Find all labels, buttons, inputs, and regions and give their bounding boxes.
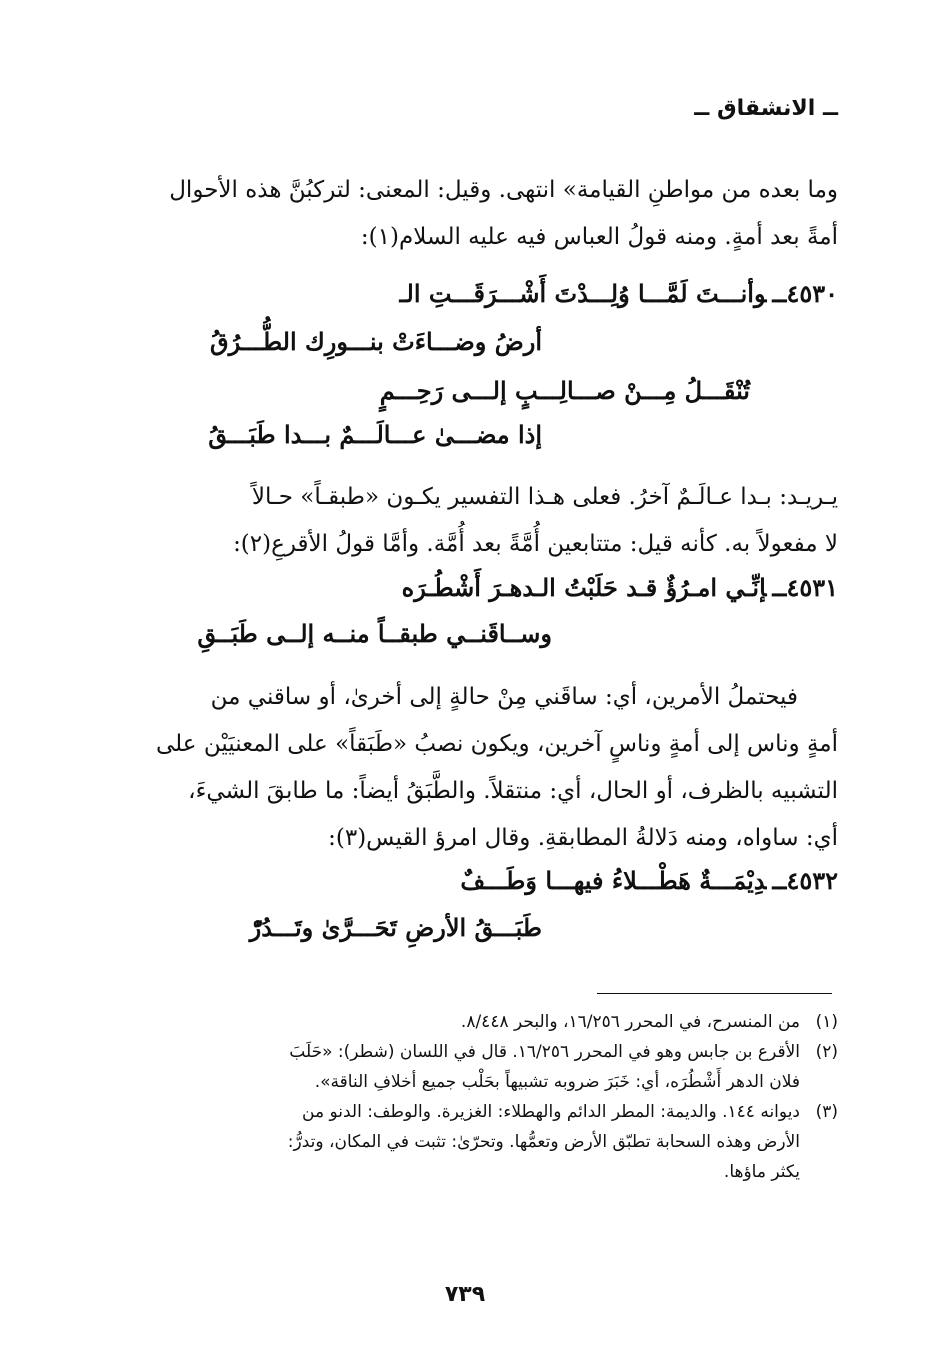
footnote-number: (٢) [815,1042,838,1062]
text-line: أي: ساواه، ومنه دَلالةُ المطابقةِ. وقال امرؤ القيس(٣): [328,825,838,851]
verse-text: إنِّـي امـرُؤٌ قـد حَلَبْتُ الـدهـرَ أَشْطُـرَه [401,573,767,602]
footnote-3 [88,1097,838,1127]
verse-4531-line-2: وســاقَنــي طبقــاً منــه إلــى طَبَــقِ [197,619,552,648]
verse-text: دِيْمَـــةٌ هَطْـــلاءُ فيهـــا وَطَـــفٌ [460,866,767,895]
paragraph-1 [88,167,838,261]
text-line: وما بعده من مواطنِ القيامة» انتهى. وقيل: المعنى: لتركبُنَّ هذه الأحوال [169,177,838,203]
footnote-text: ديوانه ١٤٤. والديمة: المطر الدائم والهطلاء: الغزيرة. والوطف: الدنو من [302,1102,800,1122]
verse-number: ٤٥٣١ــ [772,573,838,602]
text-line: التشبيه بالظرف، أو الحال، أي: منتقلاً. والطَّبَقُ أيضاً: ما طابقَ الشيءَ، [188,778,838,804]
footnote-text: الأرض وهذه السحابة تطبّق الأرض وتعمُّها. وتحرّىٰ: تثبت في المكان، وتدرُّ: [287,1132,800,1152]
text-line: يـريـد: بـدا عـالَـمٌ آخرُ. فعلى هـذا التفسير يكـون «طبقـاً» حـالاً [251,484,838,510]
footnote-text: الأقرع بن جابس وهو في المحرر ١٦/٢٥٦. قال في اللسان (شطر): «حَلَبَ [289,1042,800,1062]
footnote-2 [88,1037,838,1067]
paragraph-3 [88,674,838,862]
footnote-1 [88,1007,838,1037]
running-header: ــ الانشقاق ــ [694,96,838,121]
footnote-text: فلان الدهر أَشْطُرَه، أي: خَبَرَ ضروبه تشبيهاً بحَلْب جميع أخلافِ الناقة». [314,1072,800,1092]
verse-4530-line-3: تُنْقَـــلُ مِـــنْ صـــالِـــبٍ إلـــى رَحِـــمٍ [379,376,750,405]
verse-number: ٤٥٣٢ــ [772,866,838,895]
text-line: أمةً بعد أمةٍ. ومنه قولُ العباس فيه عليه السلام(١): [360,224,838,250]
footnote-rule [597,993,832,994]
footnote-text: من المنسرح، في المحرر ١٦/٢٥٦، والبحر ٨/٤٤٨. [460,1012,800,1032]
verse-4530-line-2: أرضُ وضـــاءَتْ بنـــورِك الطُّـــرُقُ [209,327,542,356]
footnote-text: يكثر ماؤها. [723,1162,800,1182]
verse-4532-line-2: طَبَـــقُ الأرضِ تَحَـــرَّىٰ وتَـــدُرّْ [249,913,542,942]
text-line: أمةٍ وناس إلى أمةٍ وناسٍ آخرين، ويكون نصبُ «طَبَقاً» على المعنيَيْن على [156,731,838,757]
page-number: ٧٣٩ [444,1282,486,1307]
paragraph-2 [88,474,838,568]
text-line: فيحتملُ الأمرين، أي: ساقَني مِنْ حالةٍ إلى أخرىٰ، أو ساقني من [210,684,798,710]
footnote-number: (١) [815,1012,838,1032]
footnote-number: (٣) [815,1102,838,1122]
verse-4530-line-1 [400,279,839,308]
footnotes [88,1007,838,1187]
text-line: لا مفعولاً به. كأنه قيل: متتابعين أُمَّةً بعد أُمَّة. وأمَّا قولُ الأقرعِ(٢): [233,531,838,557]
verse-text: وأنـــتَ لَمَّـــا وُلِـــدْتَ أَشْـــرَقَـــتِ الـ [399,279,767,308]
verse-4532-line-1 [460,866,838,895]
verse-4531-line-1 [402,573,838,602]
verse-number: ٤٥٣٠ــ [772,279,838,308]
verse-4530-line-4: إذا مضـــىٰ عـــالَـــمٌ بـــدا طَبَـــقُ [208,420,542,449]
